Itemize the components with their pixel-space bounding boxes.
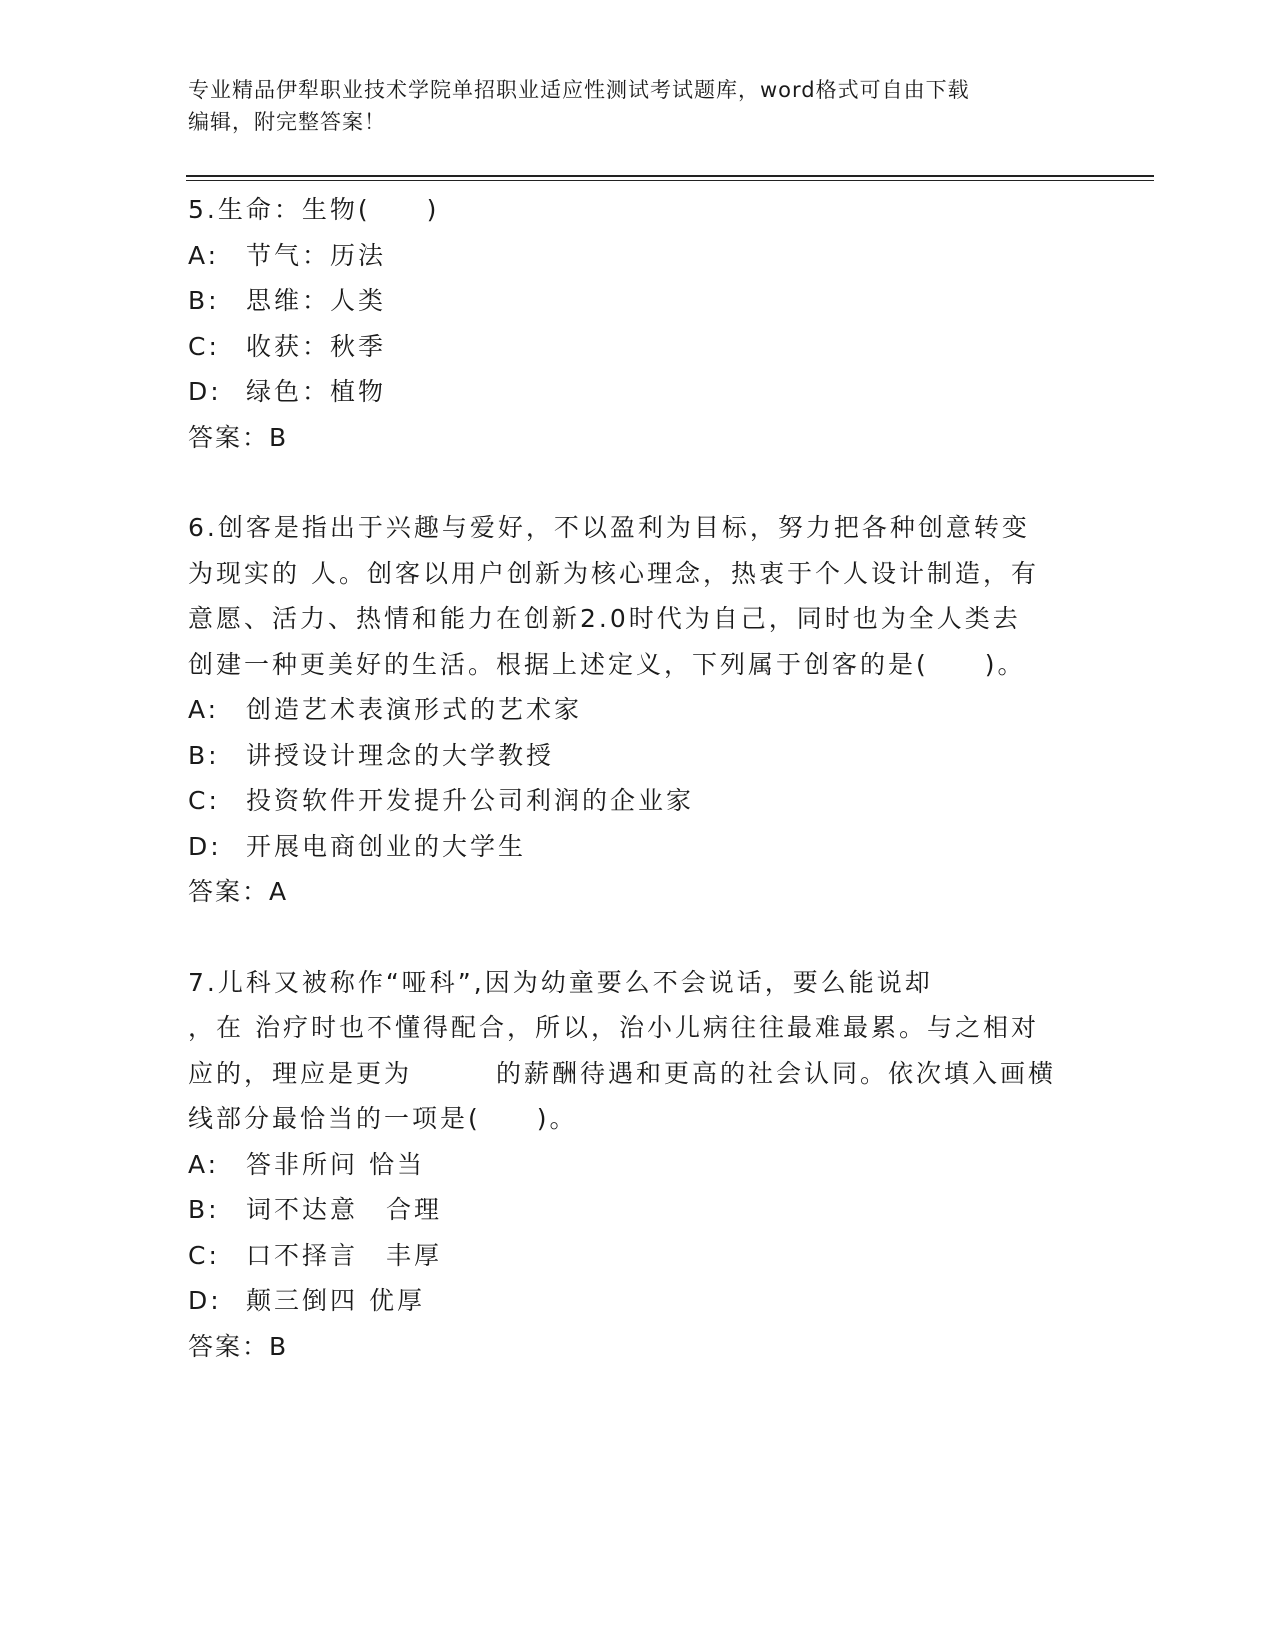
question-stem-line: 创建一种更美好的生活。根据上述定义，下列属于创客的是( )。	[188, 649, 1026, 679]
question-stem-line: 线部分最恰当的一项是( )。	[188, 1104, 578, 1133]
option-d	[188, 369, 1088, 415]
option-b	[188, 278, 1088, 324]
spacer	[188, 915, 1088, 960]
option-text: 收获：秋季	[246, 331, 387, 361]
option-text: 思维：人类	[246, 286, 387, 315]
option-letter: C:	[188, 786, 220, 815]
question-stem-line: 7.儿科又被称作“哑科”,因为幼童要么不会说话，要么能说却	[188, 967, 933, 997]
option-a	[188, 233, 1088, 279]
question-7	[188, 960, 1088, 1370]
header-divider-thick	[186, 175, 1154, 177]
option-letter: A:	[188, 1149, 220, 1179]
question-6	[188, 505, 1088, 915]
option-b	[188, 733, 1088, 779]
option-letter: C:	[188, 331, 220, 361]
answer-label: 答案：	[188, 422, 270, 452]
answer-label: 答案：	[188, 877, 270, 906]
question-stem: 5.生命：生物( )	[188, 195, 440, 224]
option-text: 颠三倒四 优厚	[246, 1286, 425, 1315]
question-stem-line: ，在 治疗时也不懂得配合，所以，治小儿病往往最难最累。与之相对	[188, 1013, 1039, 1042]
option-a	[188, 687, 1088, 733]
option-letter: D:	[188, 831, 222, 861]
question-list	[188, 187, 1088, 1369]
answer-label: 答案：	[188, 1331, 270, 1361]
option-letter: A:	[188, 695, 220, 724]
option-text: 讲授设计理念的大学教授	[246, 740, 555, 770]
option-d	[188, 1278, 1088, 1324]
document-header	[188, 74, 1088, 138]
option-letter: A:	[188, 240, 220, 270]
option-letter: B:	[188, 740, 220, 770]
answer-line	[188, 869, 1088, 915]
question-stem-line: 应的，理应是更为 的薪酬待遇和更高的社会认同。依次填入画横	[188, 1058, 1057, 1088]
spacer	[188, 460, 1088, 505]
option-letter: C:	[188, 1240, 220, 1270]
question-5	[188, 187, 1088, 460]
option-text: 绿色：植物	[246, 377, 387, 406]
header-line-2: 编辑，附完整答案！	[188, 110, 386, 134]
option-text: 词不达意 合理	[246, 1195, 443, 1224]
option-b	[188, 1187, 1088, 1233]
option-text: 创造艺术表演形式的艺术家	[246, 695, 583, 724]
answer-value: B	[269, 422, 288, 452]
option-d	[188, 824, 1088, 870]
option-text: 口不择言 丰厚	[246, 1240, 443, 1270]
answer-value: A	[269, 877, 288, 906]
header-divider-thin	[186, 180, 1154, 181]
option-c	[188, 324, 1088, 370]
option-letter: B:	[188, 286, 220, 315]
option-letter: D:	[188, 1286, 222, 1315]
option-c	[188, 1233, 1088, 1279]
question-stem-line: 为现实的 人。创客以用户创新为核心理念，热衷于个人设计制造，有	[188, 558, 1039, 588]
header-line-1: 专业精品伊犁职业技术学院单招职业适应性测试考试题库，word格式可自由下载	[188, 78, 970, 102]
answer-line	[188, 415, 1088, 461]
option-letter: D:	[188, 377, 222, 406]
question-stem-line: 意愿、活力、热情和能力在创新2.0时代为自己，同时也为全人类去	[188, 604, 1021, 633]
option-text: 投资软件开发提升公司利润的企业家	[246, 786, 695, 815]
question-stem-line: 6.创客是指出于兴趣与爱好，不以盈利为目标，努力把各种创意转变	[188, 513, 1030, 542]
answer-line	[188, 1324, 1088, 1370]
option-a	[188, 1142, 1088, 1188]
option-c	[188, 778, 1088, 824]
option-text: 节气：历法	[246, 240, 387, 270]
option-letter: B:	[188, 1195, 220, 1224]
option-text: 答非所问 恰当	[246, 1149, 425, 1179]
answer-value: B	[269, 1331, 288, 1361]
option-text: 开展电商创业的大学生	[246, 831, 527, 861]
